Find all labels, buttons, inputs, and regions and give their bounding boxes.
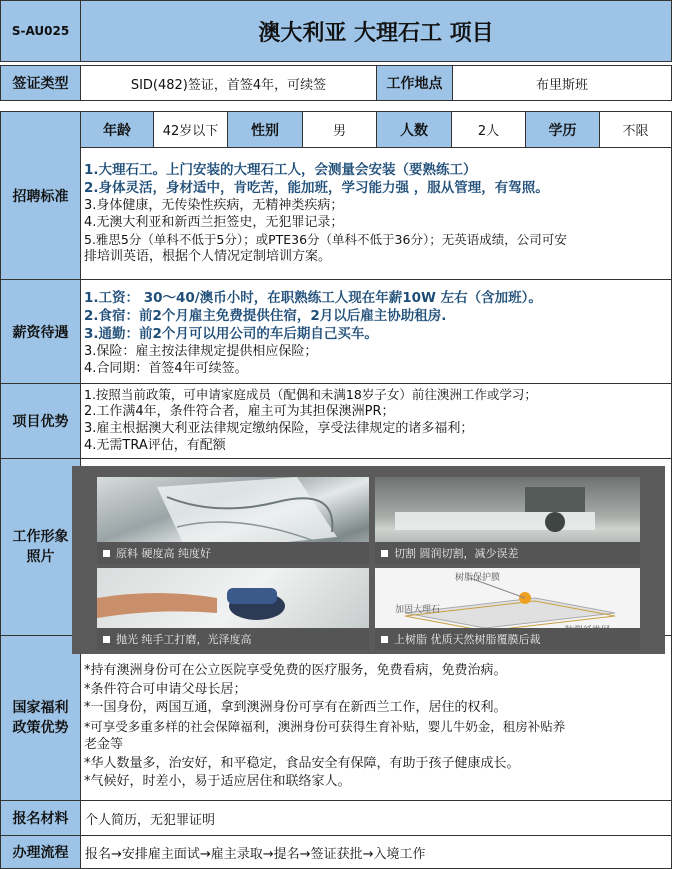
recruit-standard-content [80, 147, 672, 280]
work-location-label: 工作地点 [376, 65, 453, 101]
welfare-line: *条件符合可申请父母长居； [84, 681, 247, 697]
welfare-line: *华人数量多，治安好，和平稳定，食品安全有保障，有助于孩子健康成长。 [84, 755, 520, 771]
advantage-line: 1.按照当前政策，可申请家庭成员（配偶和未满18岁子女）前往澳洲工作或学习； [84, 387, 537, 402]
welfare-line: *可享受多重多样的社会保障福利，澳洲身份可获得生育补贴，婴儿牛奶金，租房补贴养 [84, 718, 566, 734]
photo-cutting [375, 477, 640, 564]
welfare-line: *持有澳洲身份可在公立医院享受免费的医疗服务，免费看病，免费治病。 [84, 663, 507, 678]
project-advantage-label: 项目优势 [0, 383, 81, 459]
welfare-line: *气候好，时差小，易于适应居住和联络家人。 [84, 774, 351, 789]
page-title: 澳大利亚 大理石工 项目 [80, 0, 672, 62]
salary-content [80, 279, 672, 384]
recruit-line: 2.身体灵活，身材适中，肯吃苦，能加班，学习能力强 ，服从管理，有驾照。 [84, 180, 549, 196]
diagram-label: 树脂保护膜 [455, 573, 501, 583]
project-code: S-AU025 [0, 0, 81, 62]
recruit-line: 4.无澳大利亚和新西兰拒签史，无犯罪记录； [84, 215, 344, 230]
recruit-line: 排培训英语，根据个人情况定制培训方案。 [84, 249, 332, 264]
photo-caption: 抛光 纯手工打磨，光泽度高 [116, 633, 252, 646]
age-value: 42岁以下 [153, 111, 228, 148]
gender-value: 男 [302, 111, 377, 148]
materials-value: 个人简历，无犯罪证明 [80, 800, 672, 836]
recruit-line: 1.大理石工。上门安装的大理石工人，会测量会安装（要熟练工） [84, 162, 477, 178]
advantage-line: 4.无需TRA评估，有配额 [84, 438, 226, 453]
salary-line: 3.通勤：前2个月可以用公司的车后期自己买车。 [84, 326, 378, 342]
photo-caption: 切割 圆润切割，减少误差 [394, 547, 519, 560]
salary-line: 3.保险：雇主按法律规定提供相应保险； [84, 344, 318, 359]
education-label: 学历 [525, 111, 600, 148]
recruit-line: 3.身体健康，无传染性疾病，无精神类疾病； [84, 198, 344, 213]
visa-type-value: SID(482)签证，首签4年，可续签 [80, 65, 377, 101]
salary-line: 2.食宿：前2个月雇主免费提供住宿，2月以后雇主协助租房. [84, 308, 447, 324]
welfare-label: 国家福利政策优势 [0, 635, 81, 801]
work-location-value: 布里斯班 [452, 65, 672, 101]
photo-raw-marble [97, 477, 369, 564]
salary-label: 薪资待遇 [0, 279, 81, 384]
gender-label: 性别 [227, 111, 303, 148]
work-photos-label: 工作形象照片 [0, 458, 81, 636]
diagram-label: 加固大理石 [395, 605, 441, 615]
materials-label: 报名材料 [0, 800, 81, 836]
photo-resin-diagram [375, 568, 640, 650]
recruit-line: 5.雅思5分（单科不低于5分）；或PTE36分（单科不低于36分）；无英语成绩，公司可安 [84, 232, 567, 247]
welfare-line: 老金等 [84, 737, 124, 752]
project-advantage-content [80, 383, 672, 459]
salary-line: 4.合同期：首签4年可续签。 [84, 361, 248, 376]
advantage-line: 3.雇主根据澳大利亚法律规定缴纳保险，享受法律规定的诸多福利； [84, 421, 474, 436]
education-value: 不限 [599, 111, 672, 148]
photo-caption: 原料 硬度高 纯度好 [116, 547, 211, 560]
process-label: 办理流程 [0, 835, 81, 869]
photo-polishing [97, 568, 369, 650]
photo-caption: 上树脂 优质天然树脂覆膜后裁 [394, 633, 541, 646]
age-label: 年龄 [80, 111, 154, 148]
photo-collage [72, 466, 665, 654]
recruit-standard-label: 招聘标准 [0, 111, 81, 280]
process-value: 报名→安排雇主面试→雇主录取→提名→签证获批→入境工作 [80, 835, 672, 869]
visa-type-label: 签证类型 [0, 65, 81, 101]
advantage-line: 2.工作满4年，条件符合者，雇主可为其担保澳洲PR； [84, 404, 395, 419]
welfare-line: *一国身份，两国互通，拿到澳洲身份可享有在新西兰工作，居住的权利。 [84, 700, 507, 715]
headcount-label: 人数 [376, 111, 452, 148]
salary-line: 1.工资： 30～40/澳币小时，在职熟练工人现在年薪10W 左右（含加班）。 [84, 290, 542, 306]
headcount-value: 2人 [451, 111, 526, 148]
welfare-content [80, 635, 672, 801]
